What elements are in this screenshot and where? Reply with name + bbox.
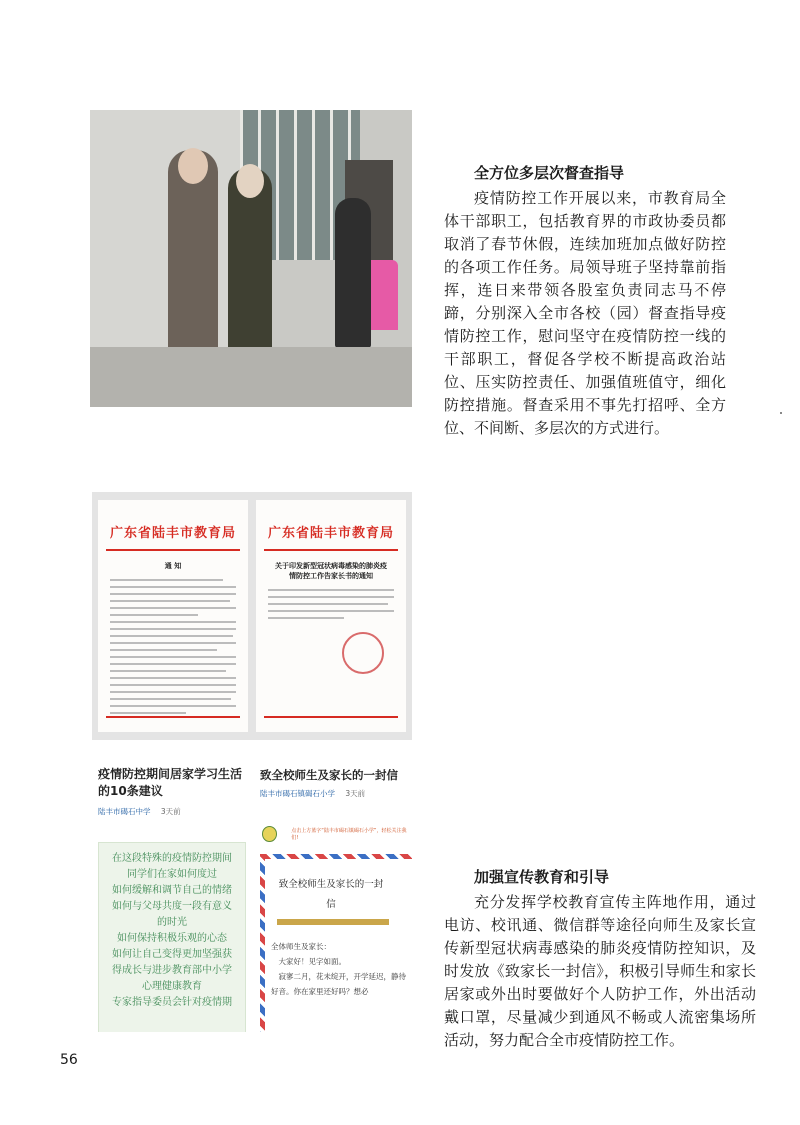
article-time: 3天前 — [345, 789, 366, 798]
section-heading: 全方位多层次督查指导 — [474, 164, 625, 182]
article-title[interactable]: 疫情防控期间居家学习生活的10条建议 — [98, 767, 243, 798]
letter-title: 致全校师生及家长的一封信 — [277, 875, 385, 923]
section-body: 充分发挥学校教育宣传主阵地作用，通过电访、校讯通、微信群等途径向师生及家长宣传新型冠状病毒感染的肺炎疫情防控知识，及时发放《致家长一封信》，积极引导师生和家长居家或外出时要做好个人防护工作，外出活动戴口罩，尽量减少到通风不畅或人流密集场所活动，努力配合全市疫情防控工作。 — [444, 893, 756, 1049]
photo-ground — [90, 347, 412, 407]
letter-body — [271, 939, 406, 999]
section-publicity — [444, 866, 756, 1052]
photo-person-background — [335, 198, 371, 348]
card-line: 同学们在家如何度过 — [127, 869, 217, 880]
article-author[interactable]: 陆丰市碣石镇碣石小学 — [260, 789, 335, 798]
article-title[interactable]: 致全校师生及家长的一封信 — [260, 768, 398, 782]
letter-greeting: 全体师生及家长： — [271, 942, 331, 951]
page-number: 56 — [60, 1052, 78, 1068]
notice-subtitle: 通 知 — [164, 561, 182, 570]
airmail-letter-card — [260, 854, 412, 1032]
letter-line: 大家好！见字如面。 — [278, 957, 346, 966]
card-line: 专家指导委员会针对疫情期 — [112, 997, 232, 1008]
notice-text-lines — [110, 579, 236, 714]
article-author[interactable]: 陆丰市碣石中学 — [98, 807, 151, 816]
section-heading: 加强宣传教育和引导 — [474, 868, 610, 886]
notice-red-rule — [264, 549, 398, 551]
school-logo-icon — [262, 826, 277, 842]
wechat-article-letter — [254, 760, 412, 1032]
letter-title-underline — [277, 919, 389, 925]
notice-red-title: 广东省陆丰市教育局 — [267, 526, 394, 541]
notice-red-footer-rule — [264, 716, 398, 718]
notice-red-title: 广东省陆丰市教育局 — [109, 526, 236, 541]
follow-banner[interactable] — [262, 826, 407, 842]
section-body: 疫情防控工作开展以来，市教育局全体干部职工，包括教育界的市政协委员都取消了春节休假，连续加班加点做好防控的各项工作任务。局领导班子坚持靠前指挥，连日来带领各股室负责同志马不停蹄，分别深入全市各校（园）督查指导疫情防控工作，慰问坚守在疫情防控一线的干部职工，督促各学校不断提高政治站位、压实防控责任、加强值班值守，细化防控措施。督查采用不事先打招呼、全方位、不间断、多层次的方式进行。 — [444, 189, 726, 437]
official-notices-scan — [92, 492, 412, 740]
article-meta — [98, 806, 249, 817]
card-line: 的时光 — [157, 917, 187, 928]
section-supervision — [444, 162, 726, 440]
official-seal-icon — [342, 632, 384, 674]
notice-text-lines — [268, 589, 394, 619]
photo-person-head — [178, 148, 208, 184]
card-line: 如何缓解和调节自己的情绪 — [112, 885, 232, 896]
article-meta — [260, 788, 412, 799]
inspection-photo — [90, 110, 412, 407]
card-line: 如何与父母共度一段有意义 — [112, 901, 232, 912]
card-line: 在这段特殊的疫情防控期间 — [112, 853, 232, 864]
photo-person-head — [236, 164, 264, 198]
crop-mark — [780, 412, 782, 414]
notice-left — [98, 500, 248, 732]
follow-text: 点击上方蓝字“陆丰市碣石镇碣石小学”，轻松关注我们! — [291, 828, 407, 841]
article-cover-card — [98, 842, 246, 1032]
notice-red-footer-rule — [106, 716, 240, 718]
article-time: 3天前 — [160, 807, 181, 816]
letter-line: 寂寥二月，花未绽开，开学延迟，静待好音。你在家里还好吗？想必 — [271, 972, 406, 996]
notice-right — [256, 500, 406, 732]
notice-red-rule — [106, 549, 240, 551]
photo-person-listening — [228, 168, 272, 368]
card-line: 如何保持积极乐观的心态 — [117, 933, 227, 944]
card-line: 如何让自己变得更加坚强获 — [112, 949, 232, 960]
wechat-article-study-tips — [92, 760, 249, 1032]
notice-subtitle: 关于印发新型冠状病毒感染的肺炎疫情防控工作告家长书的通知 — [275, 561, 387, 580]
card-line: 心理健康教育 — [142, 981, 202, 992]
card-line: 得成长与进步教育部中小学 — [112, 965, 232, 976]
